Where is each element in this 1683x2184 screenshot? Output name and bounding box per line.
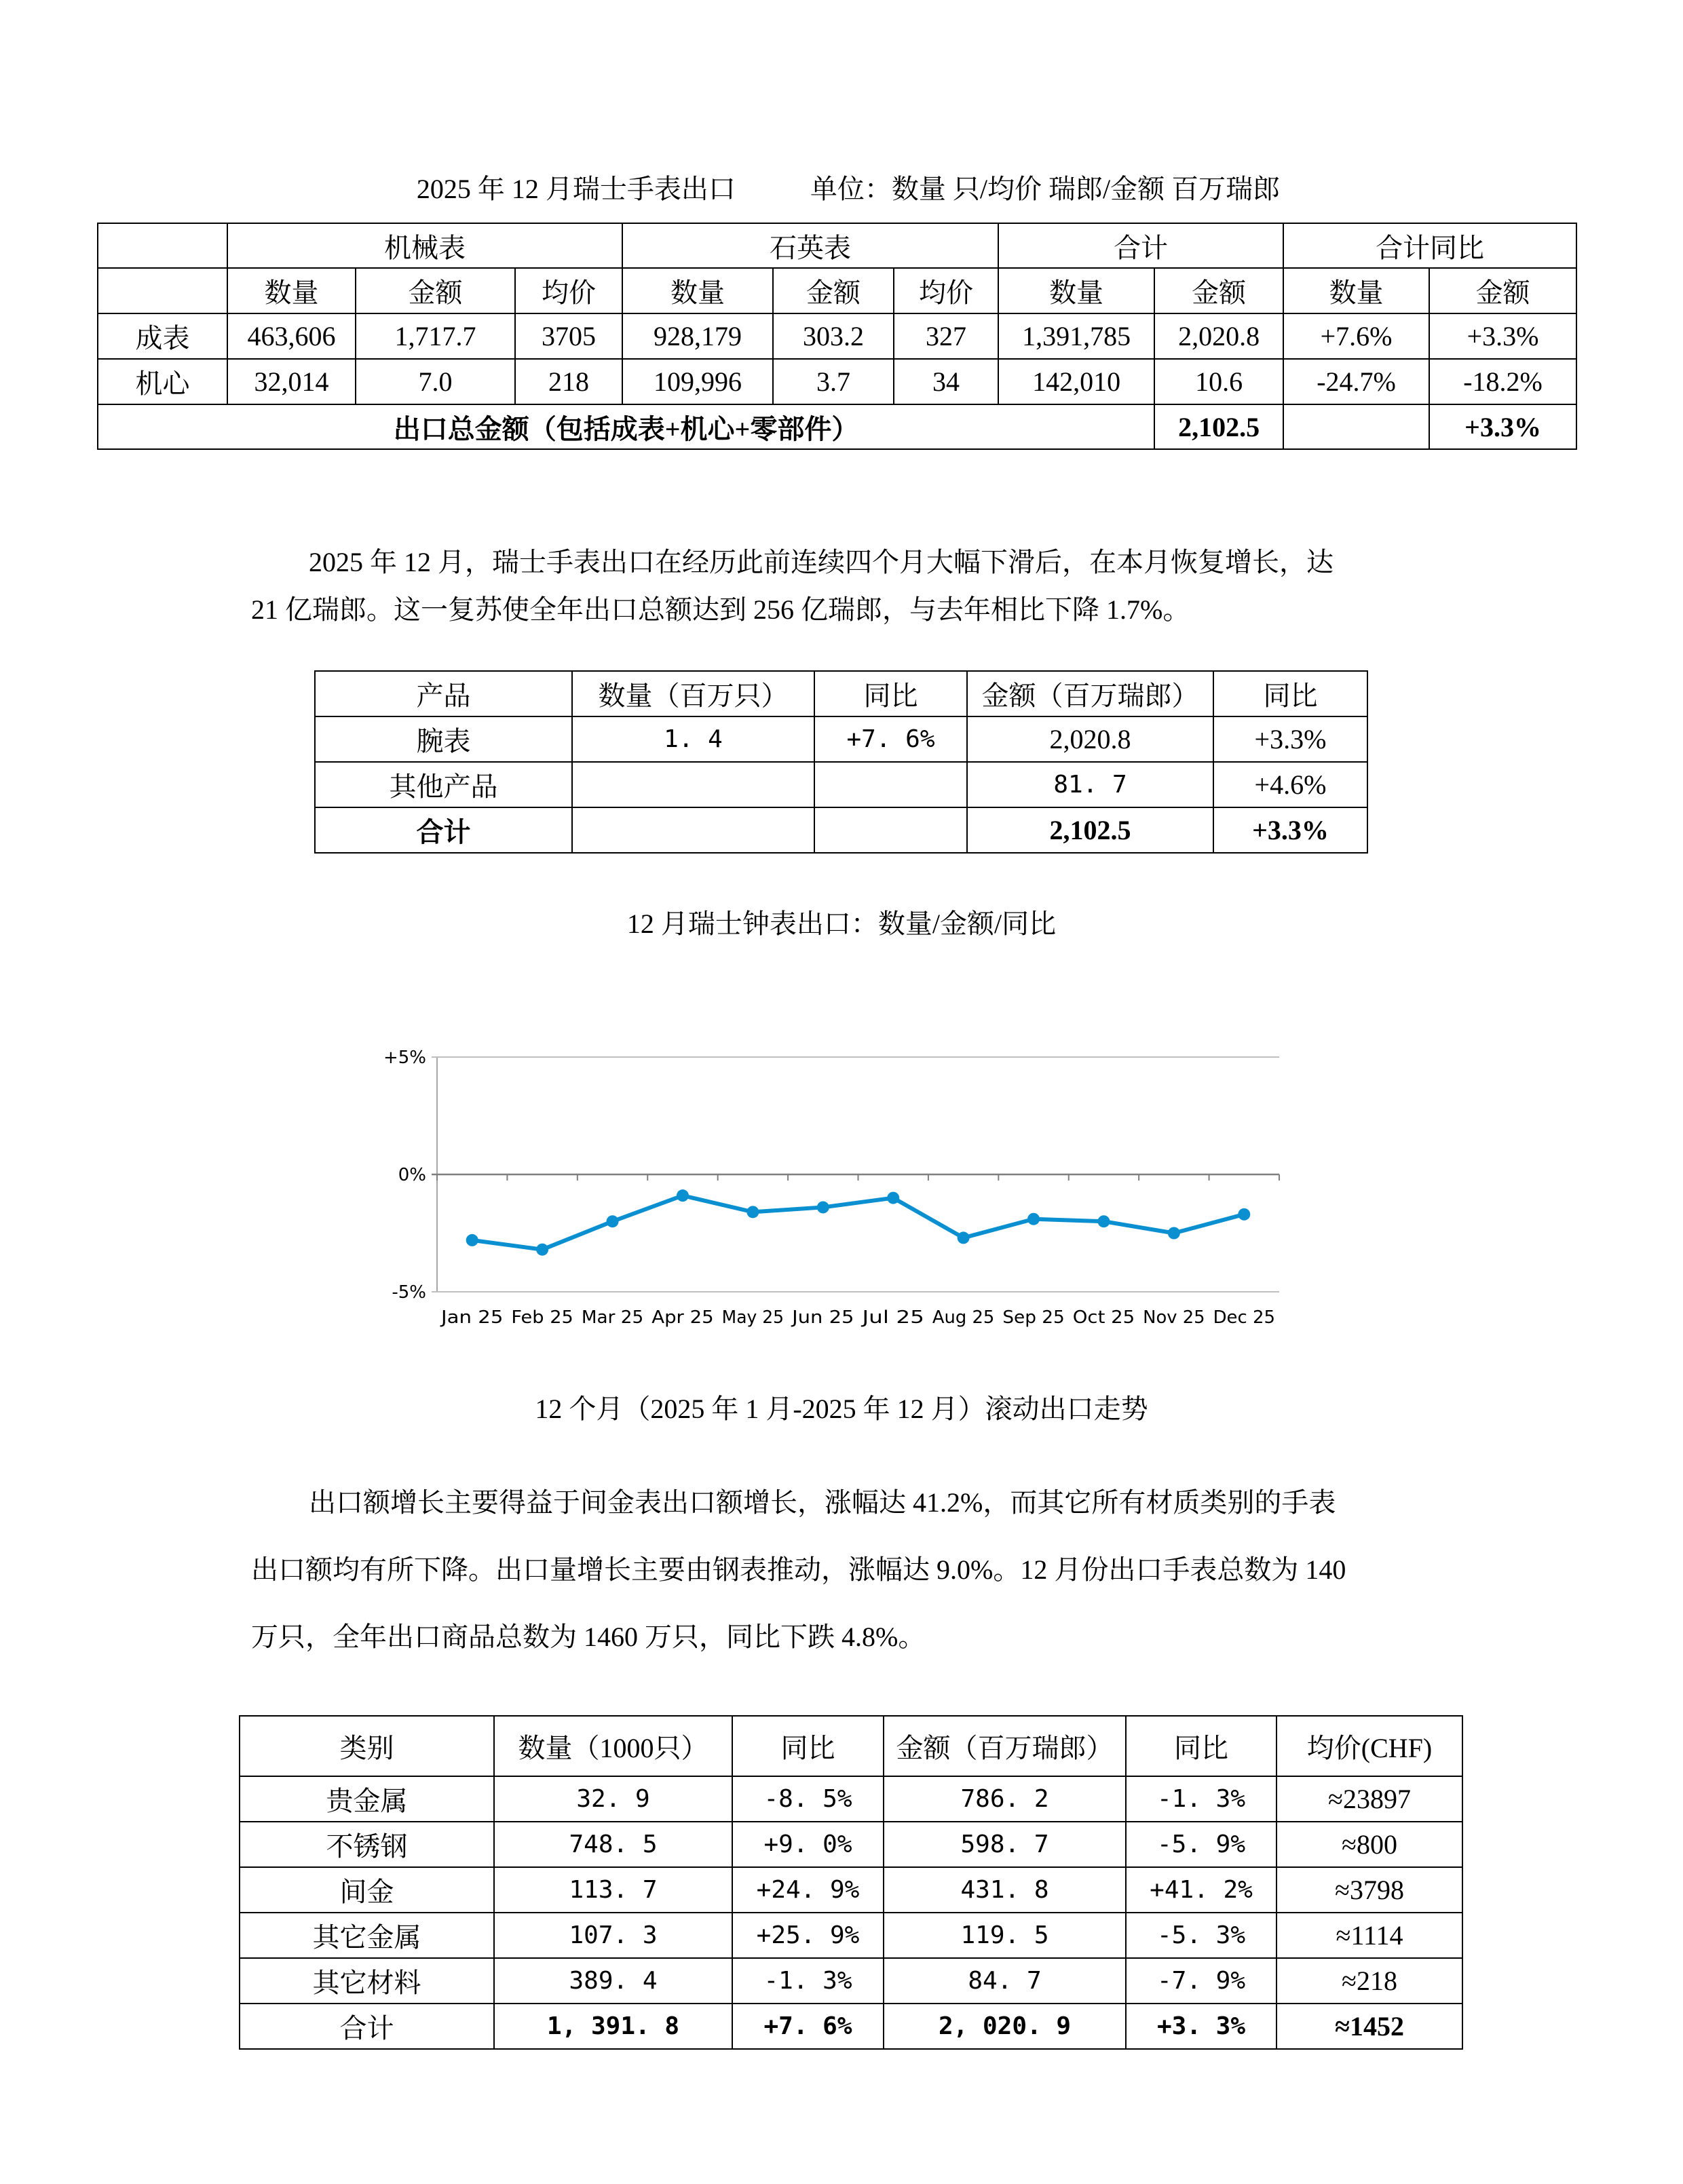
x-tick-label: Jul 25 [860,1307,924,1328]
y-tick-label: -5% [392,1282,426,1303]
column-header: 同比 [814,671,967,716]
total-row [98,404,1576,449]
paragraph-2-line-3: 万只，全年出口商品总数为 1460 万只，同比下跌 4.8%。 [251,1622,926,1652]
column-header: 均价(CHF) [1277,1716,1462,1776]
sub-header: 金额 [1154,268,1283,313]
cell: -1. 3% [732,1958,884,2004]
cell: +24. 9% [732,1867,884,1913]
x-tick-label: Nov 25 [1143,1307,1205,1328]
cell: 113. 7 [494,1867,732,1913]
cell: +25. 9% [732,1913,884,1958]
cell: 748. 5 [494,1822,732,1867]
cell: +7.6% [1283,313,1429,359]
cell: +7. 6% [814,716,967,762]
table-row [98,313,1576,359]
cell: 142,010 [998,359,1154,404]
cell: 2,020.8 [1154,313,1283,359]
x-tick-label: Dec 25 [1213,1307,1275,1328]
x-tick-label: Aug 25 [932,1307,995,1328]
cell: ≈1452 [1277,2004,1462,2049]
cell: -18.2% [1429,359,1576,404]
table-row [240,1822,1462,1867]
cell: ≈800 [1277,1822,1462,1867]
row-label: 间金 [240,1867,494,1913]
row-label: 成表 [98,313,227,359]
x-tick-label: Apr 25 [651,1307,714,1328]
cell: 7.0 [356,359,515,404]
x-tick-label: Sep 25 [1002,1307,1065,1328]
cell: -24.7% [1283,359,1429,404]
table-row [315,716,1367,762]
cell [572,762,814,807]
paragraph-1-line-2: 21 亿瑞郎。这一复苏使全年出口总额达到 256 亿瑞郎，与去年相比下降 1.7%。 [251,594,1190,625]
data-point [1168,1227,1180,1240]
cell: 3.7 [773,359,894,404]
data-point [607,1215,619,1227]
cell: 431. 8 [884,1867,1126,1913]
sub-header: 金额 [356,268,515,313]
cell: 2, 020. 9 [884,2004,1126,2049]
cell: -5. 3% [1126,1913,1277,1958]
cell: 81. 7 [967,762,1213,807]
data-point [1097,1215,1110,1227]
cell: -5. 9% [1126,1822,1277,1867]
table-row [315,762,1367,807]
cell [572,807,814,853]
cell: 463,606 [227,313,356,359]
column-header: 数量（百万只） [572,671,814,716]
x-tick-label: Jun 25 [790,1307,854,1328]
x-tick-label: May 25 [721,1307,784,1328]
row-label: 腕表 [315,716,572,762]
cell: -7. 9% [1126,1958,1277,2004]
cell: 34 [894,359,998,404]
cell: +41. 2% [1126,1867,1277,1913]
column-header: 数量（1000只） [494,1716,732,1776]
sub-header-row [98,268,1576,313]
x-tick-label: Feb 25 [511,1307,573,1328]
export-summary-table [97,223,1577,450]
cell: +7. 6% [732,2004,884,2049]
paragraph-1 [251,539,1445,634]
cell: ≈218 [1277,1958,1462,2004]
table-row [240,1913,1462,1958]
y-tick-label: 0% [398,1165,426,1185]
total-row [240,2004,1462,2049]
group-header-total: 合计 [998,223,1283,268]
row-label: 其它金属 [240,1913,494,1958]
material-table [239,1715,1463,2050]
paragraph-1-line-1: 2025 年 12 月，瑞士手表出口在经历此前连续四个月大幅下滑后，在本月恢复增长，达 [309,547,1334,577]
cell: 2,102.5 [967,807,1213,853]
column-header: 类别 [240,1716,494,1776]
cell [814,762,967,807]
cell: 598. 7 [884,1822,1126,1867]
table-row [240,1776,1462,1822]
cell: -8. 5% [732,1776,884,1822]
cell: 84. 7 [884,1958,1126,2004]
group-header-row [98,223,1576,268]
report-title [0,136,1683,206]
row-label: 机心 [98,359,227,404]
row-label: 合计 [240,2004,494,2049]
cell: 1,391,785 [998,313,1154,359]
cell: 1, 391. 8 [494,2004,732,2049]
cell: 32,014 [227,359,356,404]
group-header-mechanical: 机械表 [227,223,622,268]
x-tick-label: Mar 25 [581,1307,644,1328]
chart-caption: 12 月瑞士钟表出口：数量/金额/同比 [626,908,1057,939]
series-line [472,1195,1245,1250]
total-value: 2,102.5 [1154,404,1283,449]
row-label: 贵金属 [240,1776,494,1822]
cell: 786. 2 [884,1776,1126,1822]
sub-header [98,268,227,313]
cell: ≈23897 [1277,1776,1462,1822]
header-row [315,671,1367,716]
cell: +3.3% [1429,313,1576,359]
cell: ≈3798 [1277,1867,1462,1913]
column-header: 金额（百万瑞郎） [884,1716,1126,1776]
data-point [887,1192,899,1204]
cell: 218 [515,359,622,404]
cell: 119. 5 [884,1913,1126,1958]
cell: 109,996 [622,359,773,404]
rolling-exports-line-chart [353,1018,1317,1337]
row-label: 不锈钢 [240,1822,494,1867]
cell: 32. 9 [494,1776,732,1822]
group-header-total-yoy: 合计同比 [1283,223,1576,268]
y-tick-label: +5% [383,1048,426,1068]
sub-header: 数量 [227,268,356,313]
sub-header: 数量 [622,268,773,313]
total-yoy-value: +3.3% [1429,404,1576,449]
paragraph-2 [251,1469,1445,1670]
cell: ≈1114 [1277,1913,1462,1958]
cell: +3.3% [1213,807,1367,853]
paragraph-2-line-2: 出口额均有所下降。出口量增长主要由钢表推动，涨幅达 9.0%。12 月份出口手表总数为 140 [251,1554,1346,1585]
unit-note: 单位：数量 只/均价 瑞郎/金额 百万瑞郎 [810,174,1281,204]
sub-header: 金额 [773,268,894,313]
cell: +9. 0% [732,1822,884,1867]
table-row [98,359,1576,404]
cell: 10.6 [1154,359,1283,404]
paragraph-2-line-1: 出口额增长主要得益于间金表出口额增长，涨幅达 41.2%，而其它所有材质类别的手表 [309,1487,1336,1518]
sub-header: 金额 [1429,268,1576,313]
row-label: 其他产品 [315,762,572,807]
column-header: 金额（百万瑞郎） [967,671,1213,716]
data-point [1238,1208,1250,1221]
sub-header: 均价 [894,268,998,313]
table-row [240,1867,1462,1913]
cell: 928,179 [622,313,773,359]
column-header: 同比 [732,1716,884,1776]
group-header-quartz: 石英表 [622,223,998,268]
sub-header: 均价 [515,268,622,313]
data-point [536,1244,548,1256]
chart-subcaption: 12 个月（2025 年 1 月-2025 年 12 月）滚动出口走势 [535,1394,1148,1424]
data-point [746,1206,759,1218]
cell: +3. 3% [1126,2004,1277,2049]
empty-cell [98,223,227,268]
header-row [240,1716,1462,1776]
column-header: 产品 [315,671,572,716]
data-point [466,1234,478,1246]
x-tick-label: Jan 25 [439,1307,504,1328]
cell: 1. 4 [572,716,814,762]
data-point [817,1201,829,1213]
sub-header: 数量 [1283,268,1429,313]
cell: 3705 [515,313,622,359]
sub-header: 数量 [998,268,1154,313]
row-label: 合计 [315,807,572,853]
cell: 2,020.8 [967,716,1213,762]
cell: +4.6% [1213,762,1367,807]
cell [814,807,967,853]
cell: 389. 4 [494,1958,732,2004]
cell: 107. 3 [494,1913,732,1958]
data-point [677,1189,689,1202]
x-tick-label: Oct 25 [1072,1307,1135,1328]
data-point [1027,1213,1040,1225]
total-yoy-qty [1283,404,1429,449]
cell: 303.2 [773,313,894,359]
column-header: 同比 [1126,1716,1277,1776]
table-row [240,1958,1462,2004]
total-row [315,807,1367,853]
cell: 1,717.7 [356,313,515,359]
total-label: 出口总金额（包括成表+机心+零部件） [98,404,1154,449]
cell: -1. 3% [1126,1776,1277,1822]
product-table [314,670,1368,854]
row-label: 其它材料 [240,1958,494,2004]
cell: 327 [894,313,998,359]
cell: +3.3% [1213,716,1367,762]
column-header: 同比 [1213,671,1367,716]
data-point [958,1231,970,1244]
title-text: 2025 年 12 月瑞士手表出口 [416,174,736,204]
